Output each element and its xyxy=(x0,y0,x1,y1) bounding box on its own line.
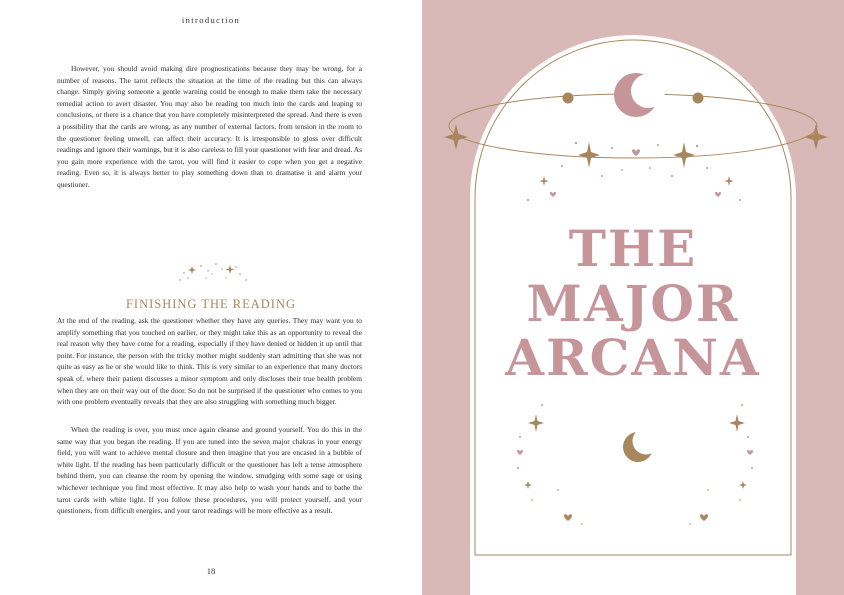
page-number: 18 xyxy=(206,566,216,576)
star-ornament-icon xyxy=(170,258,260,288)
title-line-1: THE xyxy=(568,219,698,278)
paragraph-finishing-1: At the end of the reading, ask the questioner whether they have any queries. They may want you to amplify something that you touched on earlier, or they might take this as an opportunity to reveal the real reason why they have come for a reading, especially if they have denied or hidden it up until that point. For instance, the person with the tricky mother might suddenly start admitting that she was not quite as easy as he or she would like to think. This is very similar to an experience that many doctors speak of, where their patient discusses a minor symptom and only discloses their true health problem when they are on their way out of the door. So do not be surprised if the questioner who comes to you with one problem eventually reveals that they are also struggling with something much bigger. xyxy=(57,316,362,407)
title-line-2: MAJOR xyxy=(526,274,740,333)
paragraph-intro: However, you should avoid making dire prognostications because they may be wrong, for a number of reasons. The tarot reflects the situation at the time of the reading but this can always change. Simply giving someone a gentle warning could be enough to make them take the necessary remedial action to avert disaster. You may also be reading too much into the cards and leaping to conclusions, or there is a chance that you have completely misinterpreted the spread. And there is even a possibility that the cards are wrong, as any number of external factors, from tension in the room to the questioner feeling unwell, can affect their accuracy. It is irresponsible to gloss over difficult readings and ignore their warnings, but it is also careless to fill your questioner with fear and dread. As you gain more experience with the tarot, you will find it easier to cope when you get a negative reading. Even so, it is always better to play something down than to dramatise it and alarm your questioner. xyxy=(57,64,362,189)
running-head: introduction xyxy=(181,15,241,25)
title-line-3: ARCANA xyxy=(505,328,761,387)
paragraph-finishing-2: When the reading is over, you must once again cleanse and ground yourself. You do this in the same way that you began the reading. If you are tuned into the seven major chakras in your energy field, you will want to achieve mental closure and then imagine that you are encased in a bubble of white light. If the reading has been particularly difficult or the questioner has left a tense atmosphere behind them, you can cleanse the room by opening the window, smudging with some sage or using whichever technique you find most effective. It may also help to wash your hands and to bathe the tarot cards with white light. If you follow these procedures, you will protect yourself, and your questioners, from difficult energies, and your tarot readings will be more effective as a result. xyxy=(57,425,362,516)
right-page xyxy=(422,0,844,595)
section-heading: FINISHING THE READING xyxy=(125,297,297,311)
